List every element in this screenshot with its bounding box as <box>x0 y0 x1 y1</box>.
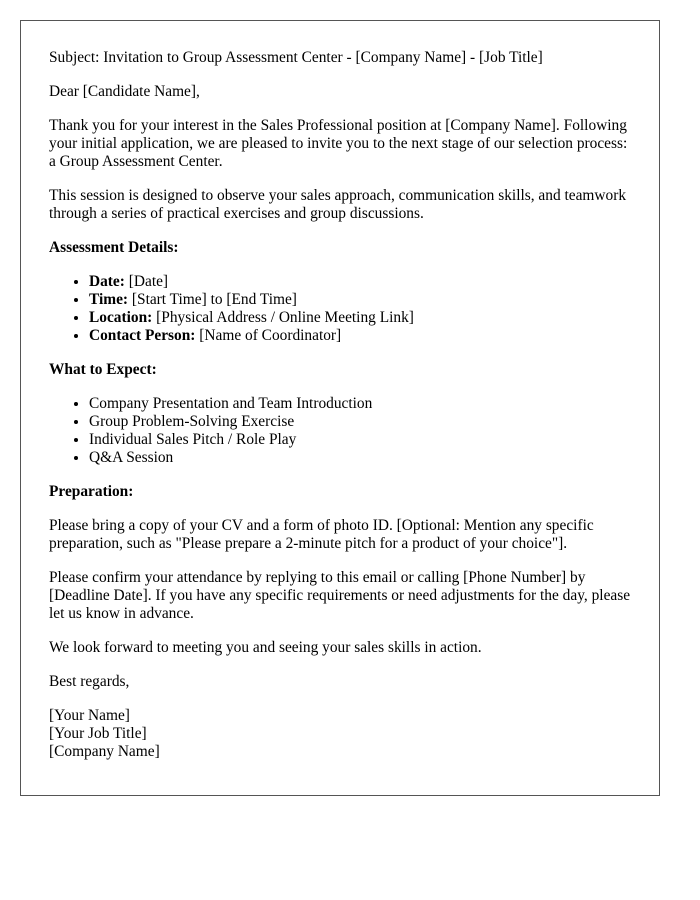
detail-item-date <box>89 273 631 291</box>
list-item: • Q&A Session <box>89 449 631 467</box>
expect-list <box>49 395 631 467</box>
detail-item-contact <box>89 327 631 345</box>
detail-label: Location: <box>89 309 153 326</box>
preparation-heading: Preparation: <box>49 483 134 500</box>
intro-paragraph: Thank you for your interest in the Sales Professional position at [Company Name]. Following your initial application, we are pleased to invite you to the next stage of our selection process: a Group Assessment Center. <box>49 117 628 170</box>
list-item: • Group Problem-Solving Exercise <box>89 413 631 431</box>
signature-title: [Your Job Title] <box>49 725 147 742</box>
details-list <box>49 273 631 345</box>
signature-name: [Your Name] <box>49 707 130 724</box>
greeting: Dear [Candidate Name], <box>49 83 200 100</box>
detail-label: Contact Person: <box>89 327 196 344</box>
purpose-paragraph: This session is designed to observe your sales approach, communication skills, and teamwork through a series of practical exercises and group discussions. <box>49 187 627 222</box>
letter <box>20 20 660 796</box>
sign-off: Best regards, <box>49 673 130 690</box>
detail-item-location <box>89 309 631 327</box>
expect-heading: What to Expect: <box>49 361 157 378</box>
signature-company: [Company Name] <box>49 743 160 760</box>
confirm-paragraph: Please confirm your attendance by replying to this email or calling [Phone Number] by [Deadline Date]. If you have any specific requirements or need adjustments for the day, please let us know in advance. <box>49 569 631 622</box>
subject-line: Subject: Invitation to Group Assessment Center - [Company Name] - [Job Title] <box>49 49 543 66</box>
signature-block <box>49 707 631 761</box>
closing-line: We look forward to meeting you and seeing your sales skills in action. <box>49 639 482 656</box>
preparation-paragraph: Please bring a copy of your CV and a form of photo ID. [Optional: Mention any specific preparation, such as "Please prepare a 2-minute pitch for a product of your choice"]. <box>49 517 594 552</box>
detail-value: [Physical Address / Online Meeting Link] <box>152 309 414 326</box>
list-item: • Individual Sales Pitch / Role Play <box>89 431 631 449</box>
detail-value: [Name of Coordinator] <box>195 327 342 344</box>
list-item: • Company Presentation and Team Introduction <box>89 395 631 413</box>
detail-value: [Date] <box>124 273 169 290</box>
detail-value: [Start Time] to [End Time] <box>128 291 297 308</box>
details-heading: Assessment Details: <box>49 239 179 256</box>
detail-item-time <box>89 291 631 309</box>
detail-label: Time: <box>89 291 129 308</box>
detail-label: Date: <box>89 273 125 290</box>
